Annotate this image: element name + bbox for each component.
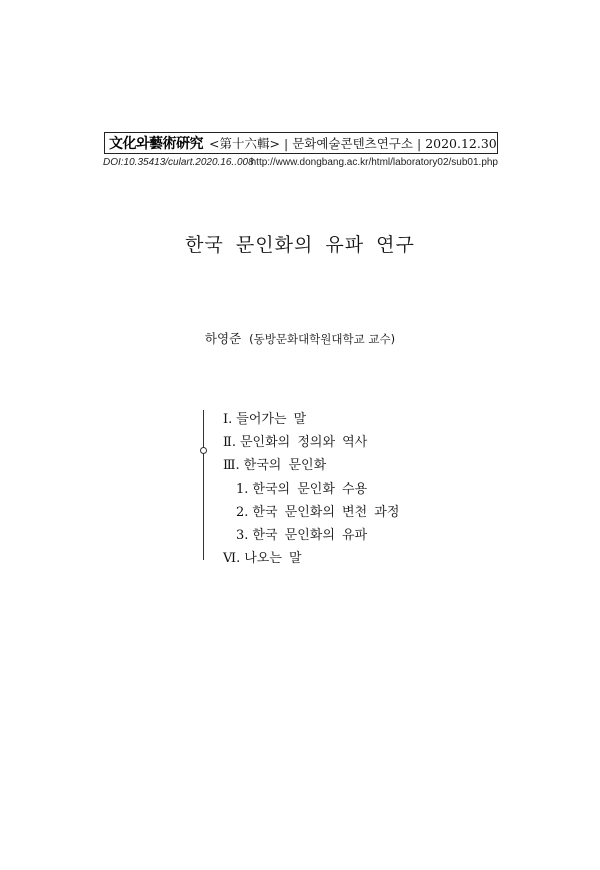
publication-date: 2020.12.30 xyxy=(425,135,497,151)
toc-number: 2. xyxy=(236,504,249,520)
toc-vertical-rule xyxy=(203,410,204,560)
toc-number: 1. xyxy=(236,481,249,497)
toc-subitem xyxy=(223,478,399,501)
author-affiliation: (동방문화대학원대학교 교수) xyxy=(249,332,396,346)
toc-text: 한국 문인화의 변천 과정 xyxy=(252,504,400,520)
toc-item xyxy=(223,454,399,477)
toc-subitem xyxy=(223,524,399,547)
url-link[interactable]: http://www.dongbang.ac.kr/html/laboratory02/sub01.php xyxy=(250,157,498,168)
toc-subitem xyxy=(223,501,399,524)
toc-text: 들어가는 말 xyxy=(236,412,307,427)
toc-item xyxy=(223,547,399,570)
toc-text: 나오는 말 xyxy=(244,551,302,567)
journal-header xyxy=(104,132,498,154)
issue-number: <第十六輯> xyxy=(209,136,280,151)
paper-title: 한국 문인화의 유파 연구 xyxy=(185,234,415,256)
header-separator: | xyxy=(416,135,422,151)
toc-number: 3. xyxy=(236,527,249,543)
toc-item xyxy=(223,408,399,431)
author-line xyxy=(0,329,600,347)
publisher: 문화예술콘텐츠연구소 xyxy=(292,136,413,151)
doi: DOI:10.35413/culart.2020.16..008 xyxy=(103,157,254,168)
toc-number: Ⅵ. xyxy=(223,551,241,567)
author-name: 하영준 xyxy=(204,331,242,346)
toc-text: 한국 문인화의 유파 xyxy=(252,527,368,543)
toc-item xyxy=(223,431,399,454)
toc-number: Ⅱ. xyxy=(223,435,236,451)
toc-number: Ⅰ. xyxy=(223,412,233,427)
toc-rule-marker xyxy=(200,447,207,454)
journal-logo: 文化와藝術硏究 xyxy=(109,136,204,152)
header-separator: | xyxy=(283,135,289,151)
toc-number: Ⅲ. xyxy=(223,458,240,474)
table-of-contents xyxy=(223,408,399,570)
toc-text: 한국의 문인화 xyxy=(243,458,327,474)
toc-text: 한국의 문인화 수용 xyxy=(252,481,368,497)
toc-text: 문인화의 정의와 역사 xyxy=(239,435,368,451)
